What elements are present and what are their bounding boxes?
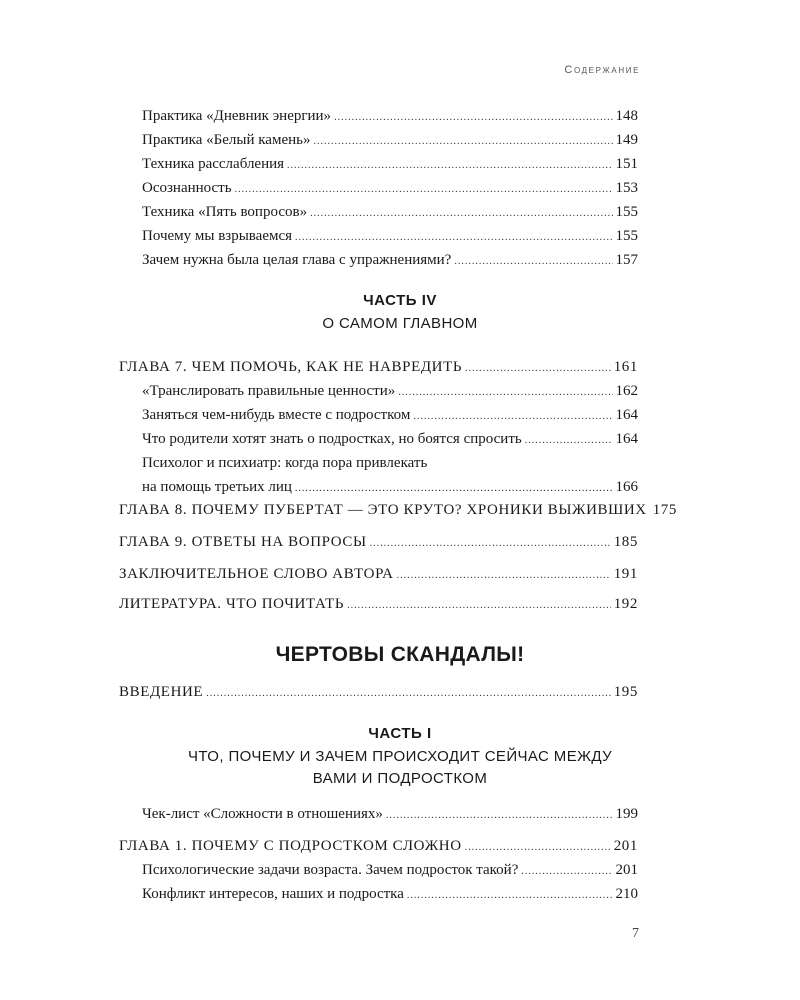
toc-entry-title: Зачем нужна была целая глава с упражнениями? — [142, 252, 452, 268]
toc-entry-page: 155 — [615, 228, 638, 244]
toc-chapter-page: 175 — [652, 502, 678, 518]
toc-entry-title: Практика «Дневник энергии» — [142, 108, 332, 124]
book-title: ЧЕРТОВЫ СКАНДАЛЫ! — [275, 643, 525, 666]
leader-dots — [313, 130, 612, 154]
toc-chapter-title: ГЛАВА 1. ПОЧЕМУ С ПОДРОСТКОМ СЛОЖНО — [119, 838, 462, 854]
toc-entry[interactable] — [142, 802, 638, 826]
toc-entry-title: Техника расслабления — [142, 156, 285, 172]
toc-entry-page: 199 — [615, 806, 638, 822]
leader-dots — [521, 860, 612, 884]
part-label: ЧАСТЬ IV — [363, 292, 437, 309]
toc-entry-title: Заняться чем-нибудь вместе с подростком — [142, 407, 411, 423]
part-label: ЧАСТЬ I — [368, 725, 432, 742]
leader-dots — [465, 836, 611, 860]
leader-dots — [398, 381, 612, 405]
toc-entry-title: Чек-лист «Сложности в отношениях» — [142, 806, 383, 822]
toc-entry-page: 157 — [615, 252, 638, 268]
toc-entry-title-line2: на помощь третьих лиц — [142, 479, 292, 495]
toc-entry-page: 210 — [615, 886, 638, 902]
toc-entry-page: 201 — [615, 862, 638, 878]
toc-entry[interactable] — [142, 176, 638, 200]
leader-dots — [386, 804, 613, 828]
toc-entry-title-line1: Психолог и психиатр: когда пора привлекать — [142, 455, 428, 471]
toc-entry-page: 153 — [615, 180, 638, 196]
toc-chapter[interactable] — [119, 680, 638, 704]
toc-chapter-page: 195 — [613, 684, 638, 700]
part-title-line1: ЧТО, ПОЧЕМУ И ЗАЧЕМ ПРОИСХОДИТ СЕЙЧАС МЕЖДУ — [187, 748, 613, 765]
toc-chapter[interactable] — [119, 834, 638, 858]
toc-chapter-page: 201 — [613, 838, 638, 854]
toc-entry-page: 164 — [615, 431, 638, 447]
toc-entry-page: 164 — [615, 407, 638, 423]
toc-entry-title: Почему мы взрываемся — [142, 228, 293, 244]
running-head: Содержание — [564, 64, 640, 76]
leader-dots — [310, 202, 612, 226]
toc-chapter-title: ГЛАВА 8. ПОЧЕМУ ПУБЕРТАТ — ЭТО КРУТО? ХРОНИКИ ВЫЖИВШИХ — [119, 502, 647, 518]
toc-entry[interactable] — [142, 104, 638, 128]
leader-dots — [334, 106, 612, 130]
leader-dots — [295, 226, 612, 250]
toc-entry-multiline[interactable] — [142, 451, 638, 499]
toc-chapter[interactable] — [119, 592, 638, 616]
toc-entry[interactable] — [142, 152, 638, 176]
toc-chapter-title: ГЛАВА 7. ЧЕМ ПОМОЧЬ, КАК НЕ НАВРЕДИТЬ — [119, 359, 463, 375]
toc-chapter-title: ГЛАВА 9. ОТВЕТЫ НА ВОПРОСЫ — [119, 534, 367, 550]
toc-chapter-page: 191 — [613, 566, 638, 582]
leader-dots — [465, 357, 611, 381]
toc-entry[interactable] — [142, 882, 638, 906]
toc-entry-page: 155 — [615, 204, 638, 220]
leader-dots — [413, 405, 612, 429]
toc-entry[interactable] — [142, 379, 638, 403]
toc-chapter[interactable] — [119, 498, 678, 522]
toc-chapter-title: ЛИТЕРАТУРА. ЧТО ПОЧИТАТЬ — [119, 596, 345, 612]
leader-dots — [525, 429, 613, 453]
toc-entry[interactable] — [142, 403, 638, 427]
toc-entry-page: 149 — [615, 132, 638, 148]
toc-entry[interactable] — [142, 224, 638, 248]
toc-entry-title: Психологические задачи возраста. Зачем подросток такой? — [142, 862, 519, 878]
toc-entry-title: Конфликт интересов, наших и подростка — [142, 886, 404, 902]
leader-dots — [347, 594, 611, 618]
leader-dots — [287, 154, 612, 178]
toc-chapter-title: ЗАКЛЮЧИТЕЛЬНОЕ СЛОВО АВТОРА — [119, 566, 394, 582]
toc-chapter[interactable] — [119, 562, 638, 586]
page-number: 7 — [632, 926, 639, 941]
toc-chapter[interactable] — [119, 355, 638, 379]
toc-entry-page: 162 — [615, 383, 638, 399]
toc-chapter-page: 192 — [613, 596, 638, 612]
toc-entry[interactable] — [142, 427, 638, 451]
part-title-line2: ВАМИ И ПОДРОСТКОМ — [312, 770, 488, 787]
toc-chapter-page: 185 — [613, 534, 638, 550]
leader-dots — [407, 884, 613, 908]
toc-entry-page: 148 — [615, 108, 638, 124]
part-title: О САМОМ ГЛАВНОМ — [322, 315, 478, 332]
toc-entry[interactable] — [142, 200, 638, 224]
toc-entry-page: 166 — [615, 479, 638, 495]
leader-dots — [370, 532, 611, 556]
toc-entry-title: Практика «Белый камень» — [142, 132, 311, 148]
toc-chapter[interactable] — [119, 530, 638, 554]
toc-entry[interactable] — [142, 248, 638, 272]
leader-dots — [206, 682, 610, 706]
leader-dots — [397, 564, 611, 588]
toc-chapter-title: ВВЕДЕНИЕ — [119, 684, 204, 700]
leader-dots — [454, 250, 612, 274]
toc-entry-title: Осознанность — [142, 180, 232, 196]
toc-entry[interactable] — [142, 128, 638, 152]
toc-entry-title: Техника «Пять вопросов» — [142, 204, 308, 220]
toc-entry-page: 151 — [615, 156, 638, 172]
toc-entry-title: Что родители хотят знать о подростках, но боятся спросить — [142, 431, 522, 447]
leader-dots — [235, 178, 613, 202]
toc-entry-title: «Транслировать правильные ценности» — [142, 383, 396, 399]
toc-chapter-page: 161 — [613, 359, 638, 375]
toc-entry[interactable] — [142, 858, 638, 882]
